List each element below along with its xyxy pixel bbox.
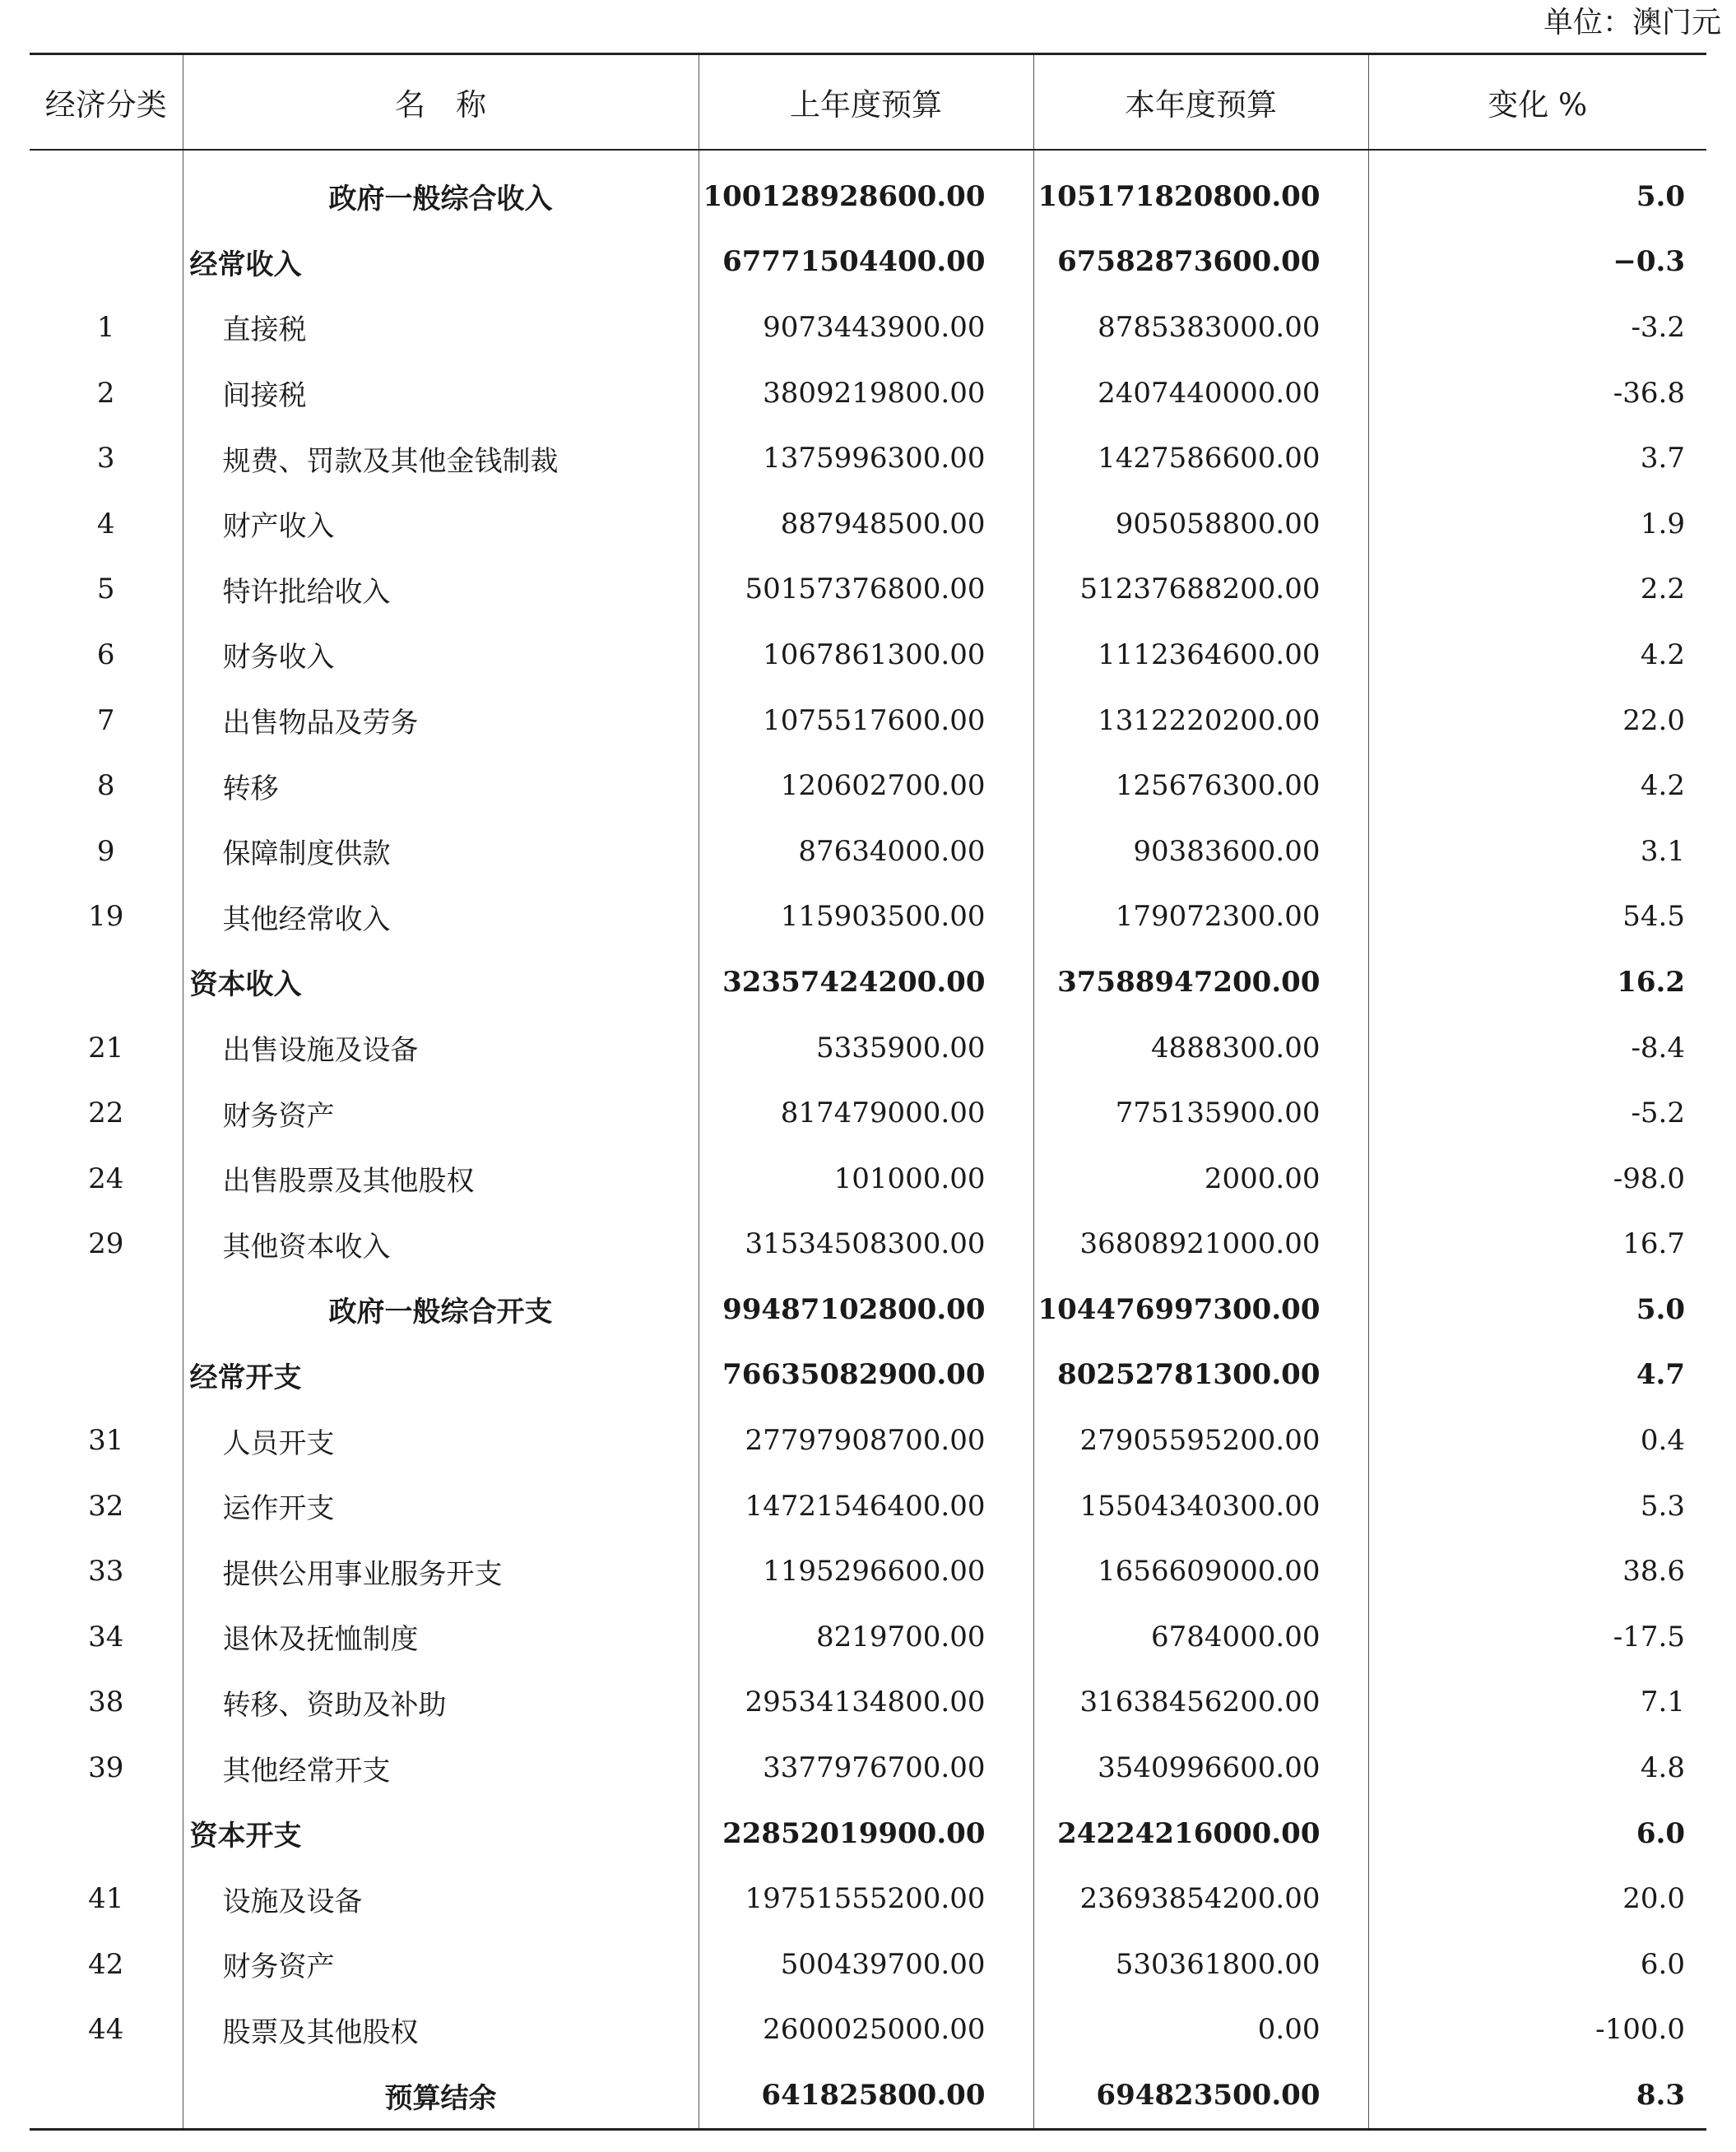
row-name: 转移、资助及补助 xyxy=(183,1670,699,1736)
row-change-pct: 4.2 xyxy=(1368,622,1706,688)
row-curr-budget: 905058800.00 xyxy=(1033,491,1368,557)
row-prev-budget: 1067861300.00 xyxy=(699,622,1033,688)
row-change-pct: 5.3 xyxy=(1368,1473,1706,1539)
row-prev-budget: 50157376800.00 xyxy=(699,557,1033,623)
row-name: 预算结余 xyxy=(183,2062,699,2128)
row-prev-budget: 101000.00 xyxy=(699,1146,1033,1212)
row-code: 2 xyxy=(96,376,115,410)
row-name: 财务资产 xyxy=(183,1932,699,1997)
header-change-pct: 变化 % xyxy=(1368,55,1706,150)
row-prev-budget: 1075517600.00 xyxy=(699,688,1033,754)
row-curr-budget: 23693854200.00 xyxy=(1033,1866,1368,1932)
row-change-pct: 4.2 xyxy=(1368,753,1706,819)
row-name: 资本收入 xyxy=(183,949,699,1015)
row-change-pct: 16.7 xyxy=(1368,1212,1706,1278)
row-change-pct: -5.2 xyxy=(1368,1080,1706,1146)
row-name: 提供公用事业服务开支 xyxy=(183,1538,699,1604)
row-prev-budget: 3377976700.00 xyxy=(699,1735,1033,1801)
row-code: 24 xyxy=(88,1162,124,1195)
row-prev-budget: 32357424200.00 xyxy=(699,949,1033,1015)
row-name: 政府一般综合开支 xyxy=(183,1277,699,1343)
row-change-pct: 16.2 xyxy=(1368,949,1706,1015)
row-code: 9 xyxy=(96,834,115,868)
row-name: 其他资本收入 xyxy=(183,1212,699,1278)
row-prev-budget: 641825800.00 xyxy=(699,2062,1033,2128)
table-row xyxy=(30,1212,1706,1278)
row-change-pct: −0.3 xyxy=(1368,230,1706,295)
table-row xyxy=(30,295,1706,360)
row-name: 人员开支 xyxy=(183,1408,699,1473)
row-code: 42 xyxy=(88,1947,124,1981)
table-row xyxy=(30,1277,1706,1343)
row-name: 经常开支 xyxy=(183,1343,699,1408)
spacer-row xyxy=(30,150,1706,164)
row-change-pct: 5.0 xyxy=(1368,164,1706,230)
row-change-pct: -3.2 xyxy=(1368,295,1706,360)
table-row xyxy=(30,2062,1706,2128)
table-row xyxy=(30,688,1706,754)
row-code xyxy=(30,2062,183,2128)
table-row xyxy=(30,1932,1706,1997)
row-name: 出售物品及劳务 xyxy=(183,688,699,754)
row-curr-budget: 2000.00 xyxy=(1033,1146,1368,1212)
row-prev-budget: 27797908700.00 xyxy=(699,1408,1033,1473)
row-code: 21 xyxy=(88,1031,124,1064)
row-change-pct: 4.7 xyxy=(1368,1343,1706,1408)
row-curr-budget: 6784000.00 xyxy=(1033,1604,1368,1670)
row-curr-budget: 37588947200.00 xyxy=(1033,949,1368,1015)
row-name: 转移 xyxy=(183,753,699,819)
header-code: 经济分类 xyxy=(30,55,183,150)
table-body xyxy=(30,150,1706,2128)
table-row xyxy=(30,819,1706,884)
row-prev-budget: 3809219800.00 xyxy=(699,360,1033,426)
row-prev-budget: 115903500.00 xyxy=(699,884,1033,950)
row-prev-budget: 887948500.00 xyxy=(699,491,1033,557)
table-row xyxy=(30,1408,1706,1473)
row-prev-budget: 67771504400.00 xyxy=(699,230,1033,295)
row-curr-budget: 1112364600.00 xyxy=(1033,622,1368,688)
unit-label: 单位：澳门元 xyxy=(1543,6,1721,39)
row-code xyxy=(30,164,183,230)
row-change-pct: 3.1 xyxy=(1368,819,1706,884)
row-prev-budget: 14721546400.00 xyxy=(699,1473,1033,1539)
table-row xyxy=(30,753,1706,819)
budget-table xyxy=(30,55,1706,2128)
row-curr-budget: 90383600.00 xyxy=(1033,819,1368,884)
row-code: 34 xyxy=(88,1620,124,1653)
table-row xyxy=(30,491,1706,557)
table-row xyxy=(30,1146,1706,1212)
row-prev-budget: 9073443900.00 xyxy=(699,295,1033,360)
row-code xyxy=(30,1277,183,1343)
row-code: 3 xyxy=(96,442,115,475)
table-row xyxy=(30,1080,1706,1146)
row-code xyxy=(30,1343,183,1408)
row-name: 设施及设备 xyxy=(183,1866,699,1932)
row-name: 间接税 xyxy=(183,360,699,426)
row-code: 39 xyxy=(88,1751,124,1785)
row-name: 特许批给收入 xyxy=(183,557,699,623)
row-curr-budget: 67582873600.00 xyxy=(1033,230,1368,295)
row-prev-budget: 76635082900.00 xyxy=(699,1343,1033,1408)
row-curr-budget: 179072300.00 xyxy=(1033,884,1368,950)
table-row xyxy=(30,557,1706,623)
row-curr-budget: 80252781300.00 xyxy=(1033,1343,1368,1408)
row-curr-budget: 694823500.00 xyxy=(1033,2062,1368,2128)
row-change-pct: 3.7 xyxy=(1368,425,1706,491)
row-change-pct: -36.8 xyxy=(1368,360,1706,426)
row-code: 33 xyxy=(88,1555,124,1588)
row-code: 41 xyxy=(88,1882,124,1916)
row-change-pct: 2.2 xyxy=(1368,557,1706,623)
row-code: 44 xyxy=(88,2013,124,2047)
row-curr-budget: 27905595200.00 xyxy=(1033,1408,1368,1473)
row-curr-budget: 125676300.00 xyxy=(1033,753,1368,819)
row-prev-budget: 19751555200.00 xyxy=(699,1866,1033,1932)
row-prev-budget: 8219700.00 xyxy=(699,1604,1033,1670)
row-curr-budget: 530361800.00 xyxy=(1033,1932,1368,1997)
table-row xyxy=(30,1015,1706,1081)
row-code: 32 xyxy=(88,1489,124,1523)
table-row xyxy=(30,1604,1706,1670)
row-name: 直接税 xyxy=(183,295,699,360)
row-curr-budget: 24224216000.00 xyxy=(1033,1801,1368,1867)
row-curr-budget: 1656609000.00 xyxy=(1033,1538,1368,1604)
row-change-pct: -100.0 xyxy=(1368,1997,1706,2063)
row-name: 规费、罚款及其他金钱制裁 xyxy=(183,425,699,491)
row-code: 31 xyxy=(88,1424,124,1458)
row-change-pct: 4.8 xyxy=(1368,1735,1706,1801)
row-change-pct: 5.0 xyxy=(1368,1277,1706,1343)
row-prev-budget: 31534508300.00 xyxy=(699,1212,1033,1278)
row-curr-budget: 8785383000.00 xyxy=(1033,295,1368,360)
row-prev-budget: 817479000.00 xyxy=(699,1080,1033,1146)
table-row xyxy=(30,425,1706,491)
table-row xyxy=(30,1473,1706,1539)
row-curr-budget: 104476997300.00 xyxy=(1033,1277,1368,1343)
row-curr-budget: 1427586600.00 xyxy=(1033,425,1368,491)
row-name: 政府一般综合收入 xyxy=(183,164,699,230)
row-change-pct: 0.4 xyxy=(1368,1408,1706,1473)
row-curr-budget: 3540996600.00 xyxy=(1033,1735,1368,1801)
row-curr-budget: 31638456200.00 xyxy=(1033,1670,1368,1736)
row-curr-budget: 105171820800.00 xyxy=(1033,164,1368,230)
table-row xyxy=(30,622,1706,688)
row-code: 8 xyxy=(96,769,115,803)
table-row xyxy=(30,1801,1706,1867)
row-code: 29 xyxy=(88,1227,124,1261)
row-name: 股票及其他股权 xyxy=(183,1997,699,2063)
header-prev-budget: 上年度预算 xyxy=(699,55,1033,150)
row-change-pct: 8.3 xyxy=(1368,2062,1706,2128)
table-row xyxy=(30,1538,1706,1604)
row-name: 出售股票及其他股权 xyxy=(183,1146,699,1212)
table-row xyxy=(30,1735,1706,1801)
row-prev-budget: 29534134800.00 xyxy=(699,1670,1033,1736)
table-row xyxy=(30,1670,1706,1736)
row-name: 出售设施及设备 xyxy=(183,1015,699,1081)
row-curr-budget: 15504340300.00 xyxy=(1033,1473,1368,1539)
row-name: 退休及抚恤制度 xyxy=(183,1604,699,1670)
row-code xyxy=(30,230,183,295)
row-code: 1 xyxy=(96,310,115,344)
row-code: 7 xyxy=(96,703,115,737)
row-name: 其他经常收入 xyxy=(183,884,699,950)
row-code: 4 xyxy=(96,507,115,540)
header-name: 名 称 xyxy=(183,55,699,150)
header-curr-budget: 本年度预算 xyxy=(1033,55,1368,150)
table-row xyxy=(30,1343,1706,1408)
row-curr-budget: 0.00 xyxy=(1033,1997,1368,2063)
row-curr-budget: 775135900.00 xyxy=(1033,1080,1368,1146)
row-name: 财务收入 xyxy=(183,622,699,688)
row-code: 19 xyxy=(88,900,124,934)
row-name: 资本开支 xyxy=(183,1801,699,1867)
row-change-pct: 22.0 xyxy=(1368,688,1706,754)
row-change-pct: -98.0 xyxy=(1368,1146,1706,1212)
row-prev-budget: 87634000.00 xyxy=(699,819,1033,884)
table-row xyxy=(30,949,1706,1015)
row-change-pct: -8.4 xyxy=(1368,1015,1706,1081)
row-prev-budget: 120602700.00 xyxy=(699,753,1033,819)
row-prev-budget: 1375996300.00 xyxy=(699,425,1033,491)
row-curr-budget: 51237688200.00 xyxy=(1033,557,1368,623)
row-change-pct: 6.0 xyxy=(1368,1932,1706,1997)
row-prev-budget: 99487102800.00 xyxy=(699,1277,1033,1343)
row-name: 保障制度供款 xyxy=(183,819,699,884)
table-header-row xyxy=(30,55,1706,150)
row-name: 运作开支 xyxy=(183,1473,699,1539)
row-curr-budget: 36808921000.00 xyxy=(1033,1212,1368,1278)
row-curr-budget: 1312220200.00 xyxy=(1033,688,1368,754)
row-prev-budget: 1195296600.00 xyxy=(699,1538,1033,1604)
row-name: 财产收入 xyxy=(183,491,699,557)
row-prev-budget: 100128928600.00 xyxy=(699,164,1033,230)
row-curr-budget: 2407440000.00 xyxy=(1033,360,1368,426)
row-code: 5 xyxy=(96,573,115,606)
table-row xyxy=(30,884,1706,950)
row-curr-budget: 4888300.00 xyxy=(1033,1015,1368,1081)
row-code: 22 xyxy=(88,1097,124,1130)
row-code: 38 xyxy=(88,1686,124,1719)
row-change-pct: 6.0 xyxy=(1368,1801,1706,1867)
row-change-pct: 1.9 xyxy=(1368,491,1706,557)
table-row xyxy=(30,1997,1706,2063)
row-name: 经常收入 xyxy=(183,230,699,295)
table-row xyxy=(30,164,1706,230)
row-code xyxy=(30,949,183,1015)
row-prev-budget: 5335900.00 xyxy=(699,1015,1033,1081)
row-change-pct: 38.6 xyxy=(1368,1538,1706,1604)
table-row xyxy=(30,360,1706,426)
row-code xyxy=(30,1801,183,1867)
row-change-pct: 54.5 xyxy=(1368,884,1706,950)
budget-table-container xyxy=(30,53,1706,2131)
row-name: 财务资产 xyxy=(183,1080,699,1146)
row-name: 其他经常开支 xyxy=(183,1735,699,1801)
table-row xyxy=(30,230,1706,295)
row-prev-budget: 500439700.00 xyxy=(699,1932,1033,1997)
row-change-pct: 7.1 xyxy=(1368,1670,1706,1736)
row-prev-budget: 22852019900.00 xyxy=(699,1801,1033,1867)
row-prev-budget: 2600025000.00 xyxy=(699,1997,1033,2063)
row-code: 6 xyxy=(96,638,115,671)
row-change-pct: -17.5 xyxy=(1368,1604,1706,1670)
table-row xyxy=(30,1866,1706,1932)
row-change-pct: 20.0 xyxy=(1368,1866,1706,1932)
